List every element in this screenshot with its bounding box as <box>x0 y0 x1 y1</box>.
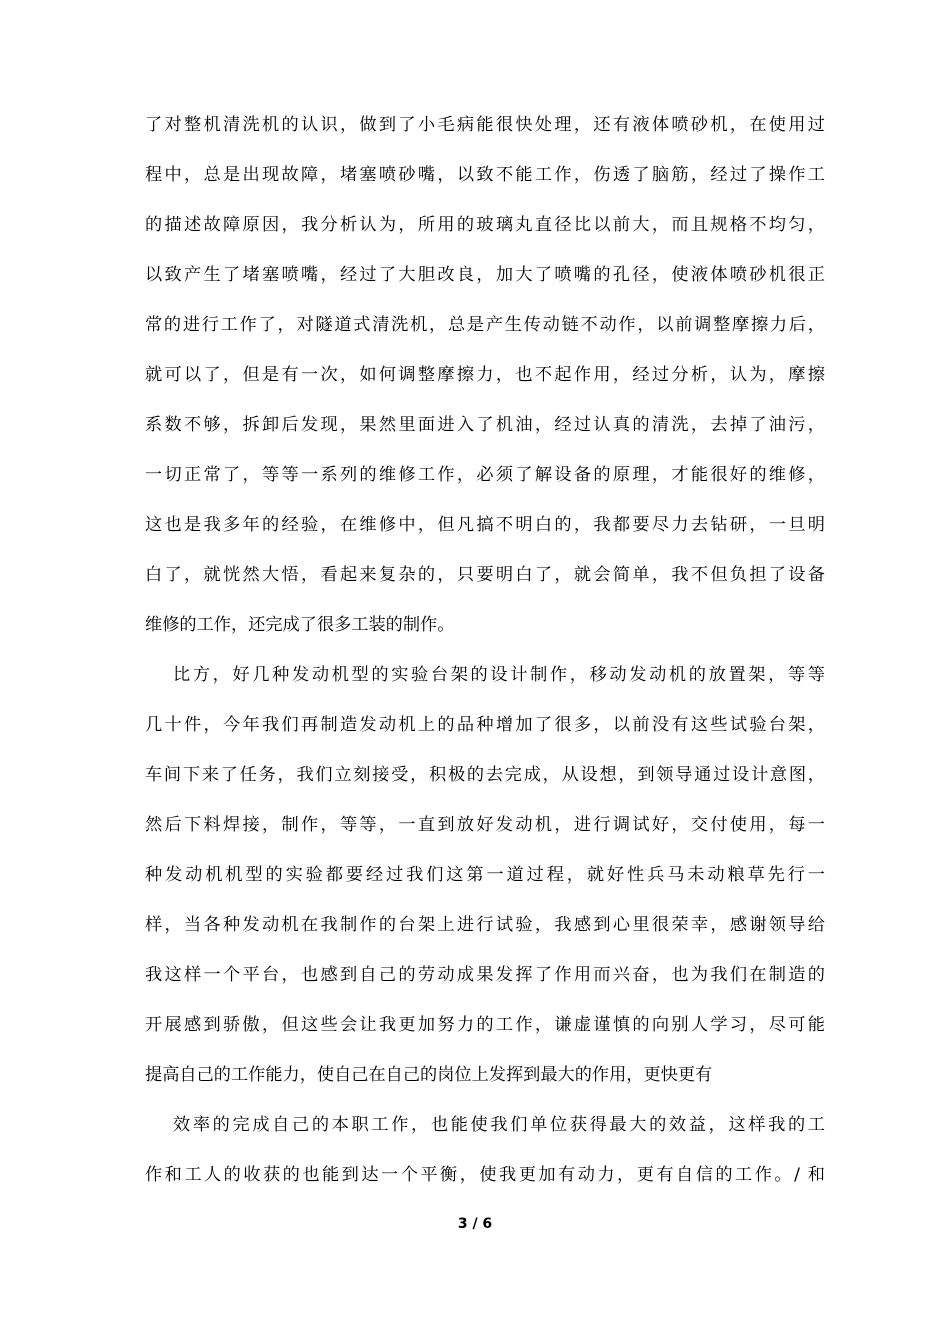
paragraph-1-line-10: 白了，就恍然大悟，看起来复杂的，只要明白了，就会简单，我不但负担了设备 <box>145 565 825 585</box>
paragraph-1-line-11: 维修的工作，还完成了很多工装的制作。 <box>145 615 455 635</box>
paragraph-1-line-7: 系数不够，拆卸后发现，果然里面进入了机油，经过认真的清洗，去掉了油污， <box>145 415 825 435</box>
paragraph-3-line-1: 效率的完成自己的本职工作，也能使我们单位获得最大的效益，这样我的工 <box>173 1115 825 1135</box>
paragraph-1-line-2: 程中，总是出现故障，堵塞喷砂嘴，以致不能工作，伤透了脑筋，经过了操作工 <box>145 165 825 185</box>
paragraph-2-line-8: 开展感到骄傲，但这些会让我更加努力的工作，谦虚谨慎的向别人学习，尽可能 <box>145 1015 825 1035</box>
paragraph-1-line-9: 这也是我多年的经验，在维修中，但凡搞不明白的，我都要尽力去钻研，一旦明 <box>145 515 825 535</box>
paragraph-2-line-5: 种发动机机型的实验都要经过我们这第一道过程，就好性兵马未动粮草先行一 <box>145 865 825 885</box>
paragraph-1-line-6: 就可以了，但是有一次，如何调整摩擦力，也不起作用，经过分析，认为，摩擦 <box>145 365 825 385</box>
paragraph-2-line-6: 样，当各种发动机在我制作的台架上进行试验，我感到心里很荣幸，感谢领导给 <box>145 915 825 935</box>
page-number: 3 / 6 <box>457 1216 493 1232</box>
paragraph-1-line-5: 常的进行工作了，对隧道式清洗机，总是产生传动链不动作，以前调整摩擦力后， <box>145 315 825 335</box>
paragraph-3-line-2: 作和工人的收获的也能到达一个平衡，使我更加有动力，更有自信的工作。/ 和 <box>145 1165 825 1185</box>
paragraph-2-line-3: 车间下来了任务，我们立刻接受，积极的去完成，从设想，到领导通过设计意图， <box>145 765 825 785</box>
paragraph-1-line-1: 了对整机清洗机的认识，做到了小毛病能很快处理，还有液体喷砂机，在使用过 <box>145 115 825 135</box>
paragraph-1-line-8: 一切正常了，等等一系列的维修工作，必须了解设备的原理，才能很好的维修， <box>145 465 825 485</box>
paragraph-2-line-4: 然后下料焊接，制作，等等，一直到放好发动机，进行调试好，交付使用，每一 <box>145 815 825 835</box>
paragraph-2-line-2: 几十件，今年我们再制造发动机上的品种增加了很多，以前没有这些试验台架， <box>145 715 825 735</box>
paragraph-2-line-9: 提高自己的工作能力，使自己在自己的岗位上发挥到最大的作用，更快更有 <box>145 1065 713 1085</box>
paragraph-2-line-7: 我这样一个平台，也感到自己的劳动成果发挥了作用而兴奋，也为我们在制造的 <box>145 965 825 985</box>
paragraph-1-line-4: 以致产生了堵塞喷嘴，经过了大胆改良，加大了喷嘴的孔径，使液体喷砂机很正 <box>145 265 825 285</box>
paragraph-1-line-3: 的描述故障原因，我分析认为，所用的玻璃丸直径比以前大，而且规格不均匀， <box>145 215 825 235</box>
paragraph-2-line-1: 比方，好几种发动机型的实验台架的设计制作，移动发动机的放置架，等等 <box>173 665 825 685</box>
